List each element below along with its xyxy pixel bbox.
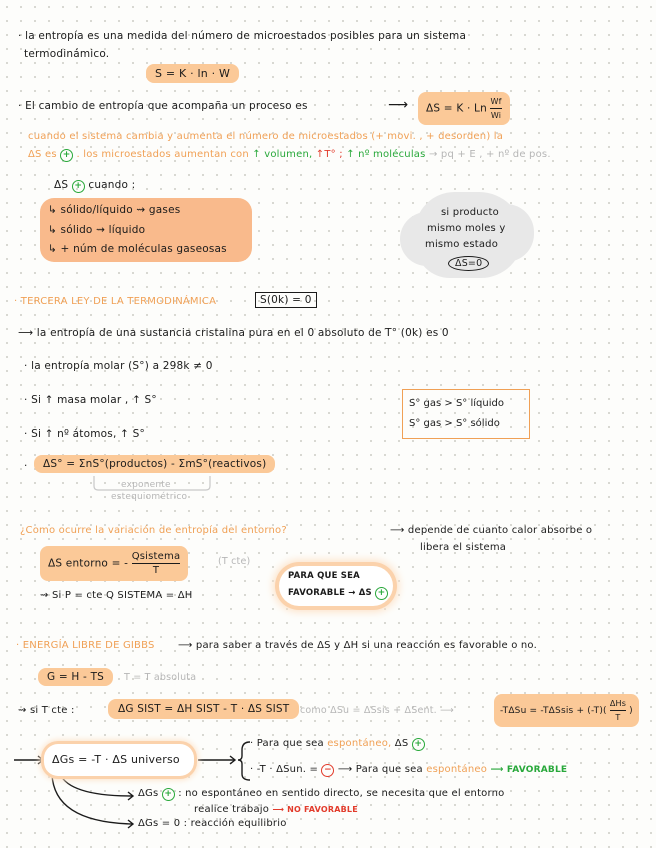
entropy-change-formula-lhs: ΔS = K · Ln xyxy=(426,102,487,115)
delta-g-system: ΔG SIST = ΔH SIST - T · ΔS SIST xyxy=(108,699,299,719)
temperature-increase: ↑T° ; xyxy=(315,149,343,160)
q-system: Qsistema xyxy=(131,551,181,562)
equilibrium-line: ΔGs = 0 : reacción equilibrio xyxy=(138,818,287,829)
case-spontaneous xyxy=(250,738,425,751)
tds-lhs: -TΔSu = -TΔSsis + (-T)( xyxy=(500,706,607,716)
gibbs-title: · ENERGÍA LIBRE DE GIBBS xyxy=(16,640,155,651)
favorable-text: FAVORABLE → ΔS xyxy=(288,588,372,598)
universe-entropy-note: como ΔSu = ΔSsis + ΔSent. ⟶ xyxy=(300,705,454,716)
case2-favorable: ⟶ FAVORABLE xyxy=(490,765,568,775)
surroundings-formula xyxy=(40,546,188,581)
tds-den: T xyxy=(615,713,621,722)
t-constant-note: (T cte) xyxy=(218,556,251,567)
arrow-right-icon: ⟶ xyxy=(388,97,409,113)
gas-vs-solid: S° gas > S° sólido xyxy=(409,418,500,429)
microstates-note: → pq + E , + nº de pos. xyxy=(428,149,551,160)
work-line xyxy=(194,804,358,815)
gibbs-definition: G = H - TS xyxy=(38,668,113,686)
surroundings-question: ¿Como ocurre la variación de entropía del entorno? xyxy=(20,525,287,536)
case2-text: · -T · ΔSun. = xyxy=(250,764,319,775)
entropy-change-den: Wi xyxy=(490,111,502,120)
cloud-line2: mismo moles y xyxy=(427,223,506,234)
case-favorable xyxy=(250,764,567,777)
equals-minus: = - xyxy=(111,557,129,570)
plus-circle-icon: + xyxy=(412,738,425,751)
molar-entropy: · la entropía molar (S°) a 298k ≠ 0 xyxy=(24,360,213,372)
surroundings-answer1: ⟶ depende de cuanto calor absorbe o xyxy=(390,525,593,536)
tds-num: ΔHs xyxy=(610,697,626,711)
case-solid-liquid-gas: ↳ sólido/líquido ⇝ gases xyxy=(48,204,181,216)
entropy-change-num: Wf xyxy=(490,95,501,109)
non-spontaneous-text: : no espontáneo en sentido directo, se necesita que el entorno xyxy=(178,788,505,799)
standard-entropy-formula: ΔS° = ΣnS°(productos) - ΣmS°(reactivos) xyxy=(34,455,275,473)
microstates-ds-label: ΔS es xyxy=(28,149,57,160)
third-law-statement: ⟶ la entropía de una sustancia cristalina pura en el 0 absoluto de T° (0k) es 0 xyxy=(18,327,449,339)
state-comparison-box xyxy=(402,389,530,439)
plus-circle-icon: + xyxy=(375,587,388,600)
microstates-increase-text: . los microestados aumentan con xyxy=(76,149,249,160)
stoichiometric-note: estequiométrico xyxy=(111,492,188,502)
microstates-line2 xyxy=(28,149,551,162)
cloud-line1: si producto xyxy=(441,207,499,218)
surroundings-lhs: ΔS entorno xyxy=(48,557,109,570)
case2-spontaneous: espontáneo xyxy=(426,764,488,775)
gas-vs-liquid: S° gas > S° líquido xyxy=(409,398,504,409)
entropy-change-formula xyxy=(418,92,510,125)
case1-ds: ΔS xyxy=(394,738,409,749)
work-text: realice trabajo xyxy=(194,804,270,815)
plus-circle-icon: + xyxy=(60,149,73,162)
ds-positive-when xyxy=(54,179,135,193)
ds-label: ΔS xyxy=(54,179,69,191)
plus-circle-icon: + xyxy=(162,788,175,801)
surroundings-answer2: libera el sistema xyxy=(420,542,507,553)
cloud-ds-zero: ΔS=0 xyxy=(448,256,489,271)
tds-close: ) xyxy=(629,706,633,716)
bullet-dot: · xyxy=(24,460,28,472)
gibbs-purpose: ⟶ para saber a través de ΔS y ΔH si una reacción es favorable o no. xyxy=(178,640,537,651)
entropy-definition-line1: · la entropía es una medida del número de microestados posibles para un sistema xyxy=(18,30,467,42)
boltzmann-formula: S = K · ln · W xyxy=(146,64,239,83)
minus-circle-icon: − xyxy=(321,764,334,777)
not-favorable: ⟶ NO FAVORABLE xyxy=(272,805,358,814)
molecules-increase: ↑ nº moléculas xyxy=(346,149,426,160)
favorable-line2 xyxy=(288,587,388,600)
molar-mass-rule: · Si ↑ masa molar , ↑ S° xyxy=(24,394,157,406)
tds-formula xyxy=(494,694,639,727)
case-non-spontaneous xyxy=(138,788,505,801)
absolute-temperature-note: T = T absoluta xyxy=(124,672,197,683)
plus-circle-icon: + xyxy=(72,180,85,193)
case1-text: · Para que sea xyxy=(250,738,324,749)
entropy-definition-line2: termodinámico. xyxy=(24,48,110,60)
when-label: cuando : xyxy=(88,179,136,191)
atoms-rule: · Si ↑ nº átomos, ↑ S° xyxy=(24,428,145,440)
temperature: T xyxy=(152,565,160,576)
third-law-box: S(0k) = 0 xyxy=(255,292,317,308)
constant-pressure-line: ⇝ Si P = cte Q SISTEMA = ΔH xyxy=(40,590,193,601)
case-more-gas-molecules: ↳ + núm de moléculas gaseosas xyxy=(48,243,227,255)
third-law-title: · TERCERA LEY DE LA TERMODINÁMICA xyxy=(14,296,217,307)
exponent-note: exponente xyxy=(121,480,171,490)
delta-g-universe: ΔGs = -T · ΔS universo xyxy=(52,753,180,766)
case-solid-liquid: ↳ sólido ⇝ líquido xyxy=(48,224,146,236)
favorable-line1: PARA QUE SEA xyxy=(288,571,360,581)
entropy-change-text: · El cambio de entropía que acompaña un proceso es xyxy=(18,100,308,112)
volume-increase: ↑ volumen, xyxy=(252,149,313,160)
microstates-line1: cuando el sistema cambia y aumenta el número de microestados (+ movi. , + desorden) la xyxy=(28,131,504,142)
case1-spontaneous: espontáneo, xyxy=(327,738,392,749)
cloud-line3: mismo estado xyxy=(425,239,499,250)
dgs-label: ΔGs xyxy=(138,788,159,799)
case2-arrow-text: ⟶ Para que sea xyxy=(337,764,423,775)
constant-temperature-label: ⇝ si T cte : xyxy=(18,705,75,716)
